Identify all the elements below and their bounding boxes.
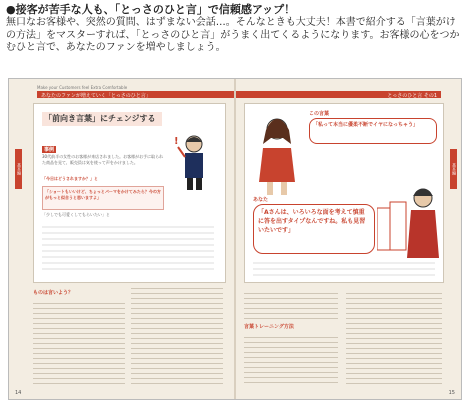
left-banner <box>37 91 234 98</box>
ng-speech-bubble <box>309 118 437 144</box>
case-quote-3: 「少しでも可愛くしてもらいたい」と <box>42 212 110 217</box>
right-section-heading: 言葉トレーニング方法 <box>244 324 294 330</box>
quote-box <box>42 186 164 210</box>
case-body-lines <box>42 222 214 274</box>
case-text: 30代前半の女性のお客様が来店されました。お客様がお手に取られた商品を見て、販売員は気を使って声をかけました。 <box>42 154 164 166</box>
right-page-number: 15 <box>448 390 455 396</box>
left-banner-text: あなたのファンが増えていく「とっさのひと言」 <box>41 93 151 99</box>
shop-clerk-illustration-icon <box>377 182 441 264</box>
left-section-heading: ものは言いよう？ <box>33 290 74 296</box>
left-body-column-1 <box>33 299 125 387</box>
right-body-column-1a <box>244 289 338 319</box>
left-page-number: 14 <box>15 390 22 396</box>
dialogue-body-lines <box>253 258 435 276</box>
running-head: Make your Customers feel Extra Comfortable <box>37 85 128 90</box>
example-box <box>33 103 226 283</box>
case-label: 事例 <box>44 147 55 153</box>
ok-label: あなた <box>253 197 269 203</box>
svg-text:!: ! <box>174 136 179 147</box>
case-quote-2: 「ショートもいいけど、ちょっとパーマをかけてみたら？今の方がもっと似合うと思いますよ」 <box>45 189 161 201</box>
chapter-tab: 基本編 <box>15 149 22 189</box>
book-spread <box>8 78 462 400</box>
case-quote-1: 「今日はどうされますか？」と <box>42 176 98 181</box>
ng-quote: 「私って本当に優柔不断でイヤになっちゃう」 <box>313 122 419 128</box>
ok-quote: 「Aさんは、いろいろな面を考えて慎重に答を出すタイプなんですね。私も見習いたいです」 <box>258 209 366 234</box>
woman-illustration-icon <box>249 112 305 197</box>
right-banner <box>236 91 441 98</box>
intro-text: 無口なお客様や、突然の質問、はずまない会話…。そんなときも大丈夫！本書で紹介する「言葉がけの方法」をマスターすれば、「とっさのひと言」がうまく出てくるようになります。お客様の心をつかむひと言で、あなたのファンを増やしましょう。 <box>6 17 460 54</box>
ok-speech-bubble <box>253 204 375 254</box>
page-title: 「前向き言葉」にチェンジする <box>44 114 156 123</box>
right-chapter-tab: 基本編 <box>450 149 457 189</box>
headline: ●接客が苦手な人も、「とっさのひと言」で信頼感アップ！ <box>6 3 296 16</box>
ng-label: この言葉 <box>309 111 330 117</box>
right-body-column-2 <box>346 289 442 387</box>
left-page <box>9 79 234 399</box>
man-illustration-icon <box>174 132 216 192</box>
dialogue-box <box>244 103 444 283</box>
right-page <box>236 79 461 399</box>
right-banner-text: とっさのひと言 その1 <box>387 93 437 99</box>
right-body-column-1b <box>244 333 338 387</box>
left-body-column-2 <box>131 284 223 387</box>
